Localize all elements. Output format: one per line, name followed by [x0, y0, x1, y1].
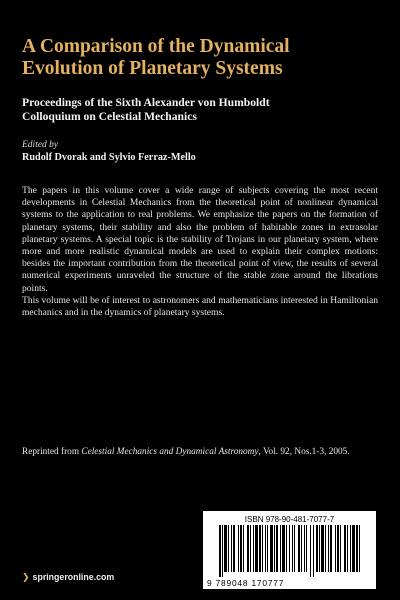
barcode-bar — [298, 525, 300, 572]
barcode-bar — [340, 525, 341, 572]
barcode-bar — [301, 525, 302, 572]
barcode-bar — [238, 525, 239, 572]
barcode-bar — [289, 525, 290, 572]
barcode-bar — [231, 525, 232, 572]
isbn-text: ISBN 978-90-481-7077-7 — [244, 515, 335, 524]
springer-arrow-icon: ❯ — [22, 572, 30, 582]
barcode-bar — [350, 525, 351, 572]
barcode-bar — [243, 525, 244, 572]
barcode-bar — [224, 525, 227, 572]
barcode-bar — [321, 525, 324, 572]
barcode-bar — [253, 525, 254, 572]
barcode-bar — [356, 525, 358, 572]
barcode-bar — [250, 525, 251, 572]
barcode-bar — [292, 525, 293, 572]
barcode-bar — [280, 525, 281, 572]
edited-by-label: Edited by — [22, 140, 59, 150]
barcode-digits: 9 789048 170777 — [207, 578, 285, 588]
barcode-bar — [274, 525, 275, 572]
book-title — [22, 36, 382, 80]
barcode-bar — [359, 525, 360, 572]
barcode-bar — [240, 525, 242, 572]
reprint-note — [22, 447, 382, 458]
barcode-bar — [316, 525, 318, 572]
title-line-1: A Comparison of the Dynamical — [22, 36, 290, 57]
barcode-bar — [247, 525, 249, 572]
title-line-2: Evolution of Planetary Systems — [22, 58, 283, 79]
publisher-logo[interactable] — [22, 572, 114, 583]
barcode-bars — [217, 525, 362, 577]
reprint-suffix: , Vol. 92, Nos.1-3, 2005. — [258, 447, 350, 457]
barcode-bar — [286, 525, 287, 572]
subtitle-line-2: Colloquium on Celestial Mechanics — [22, 110, 197, 123]
reprint-prefix: Reprinted from — [22, 447, 82, 457]
barcode-bar — [259, 525, 261, 572]
barcode-bar — [282, 525, 285, 572]
barcode-bar — [310, 525, 311, 577]
subtitle-line-1: Proceedings of the Sixth Alexander von Humboldt — [22, 96, 270, 109]
barcode-bar — [255, 525, 258, 572]
editors-names: Rudolf Dvorak and Sylvio Ferraz-Mello — [22, 152, 196, 163]
barcode-bar — [330, 525, 332, 572]
barcode-bar — [344, 525, 346, 572]
barcode-bar — [319, 525, 320, 572]
barcode-bar — [276, 525, 278, 572]
barcode-bar — [328, 525, 329, 572]
barcode-bar — [304, 525, 305, 572]
barcode-bar — [335, 525, 336, 572]
publisher-website[interactable]: springeronline.com — [32, 572, 115, 582]
barcode-bar — [337, 525, 339, 572]
barcode-bar — [325, 525, 326, 572]
description — [22, 185, 378, 319]
barcode-bar — [313, 525, 314, 577]
barcode-bar — [306, 525, 307, 572]
barcode-bar — [228, 525, 229, 572]
description-paragraph-1: The papers in this volume cover a wide range of subjects covering the most recent developments in Celestial Mechanics from the theoretical point of nonlinear dynamical systems to the application to real problems. We emphasize the papers on the formation of planetary systems, their stability and also the problem of habitable zones in extrasolar planetary systems. A special topic is the stability of Trojans in our planetary system, where more and more realistic dynamical models are used to explain their complex motions: besides the important contribution from the theoretical point of view, the results of several numerical experiments unraveled the structure of the stable zone around the librations points. — [22, 185, 378, 294]
barcode-bar — [270, 525, 273, 572]
book-subtitle — [22, 96, 382, 124]
barcode-bar — [347, 525, 348, 572]
barcode-bar — [265, 525, 266, 572]
description-paragraph-2: This volume will be of interest to astronomers and mathematicians interested in Hamiltonian mechanics and in the dynamics of planetary systems. — [22, 294, 378, 319]
barcode-bar — [233, 525, 235, 572]
barcode-bar — [352, 525, 355, 572]
barcode-bar — [222, 525, 223, 577]
barcode-box — [203, 511, 376, 589]
reprint-journal: Celestial Mechanics and Dynamical Astronomy — [81, 447, 259, 457]
barcode-bar — [267, 525, 268, 572]
barcode-bar — [262, 525, 263, 572]
barcode-bar — [219, 525, 221, 577]
barcode-bar — [294, 525, 295, 572]
